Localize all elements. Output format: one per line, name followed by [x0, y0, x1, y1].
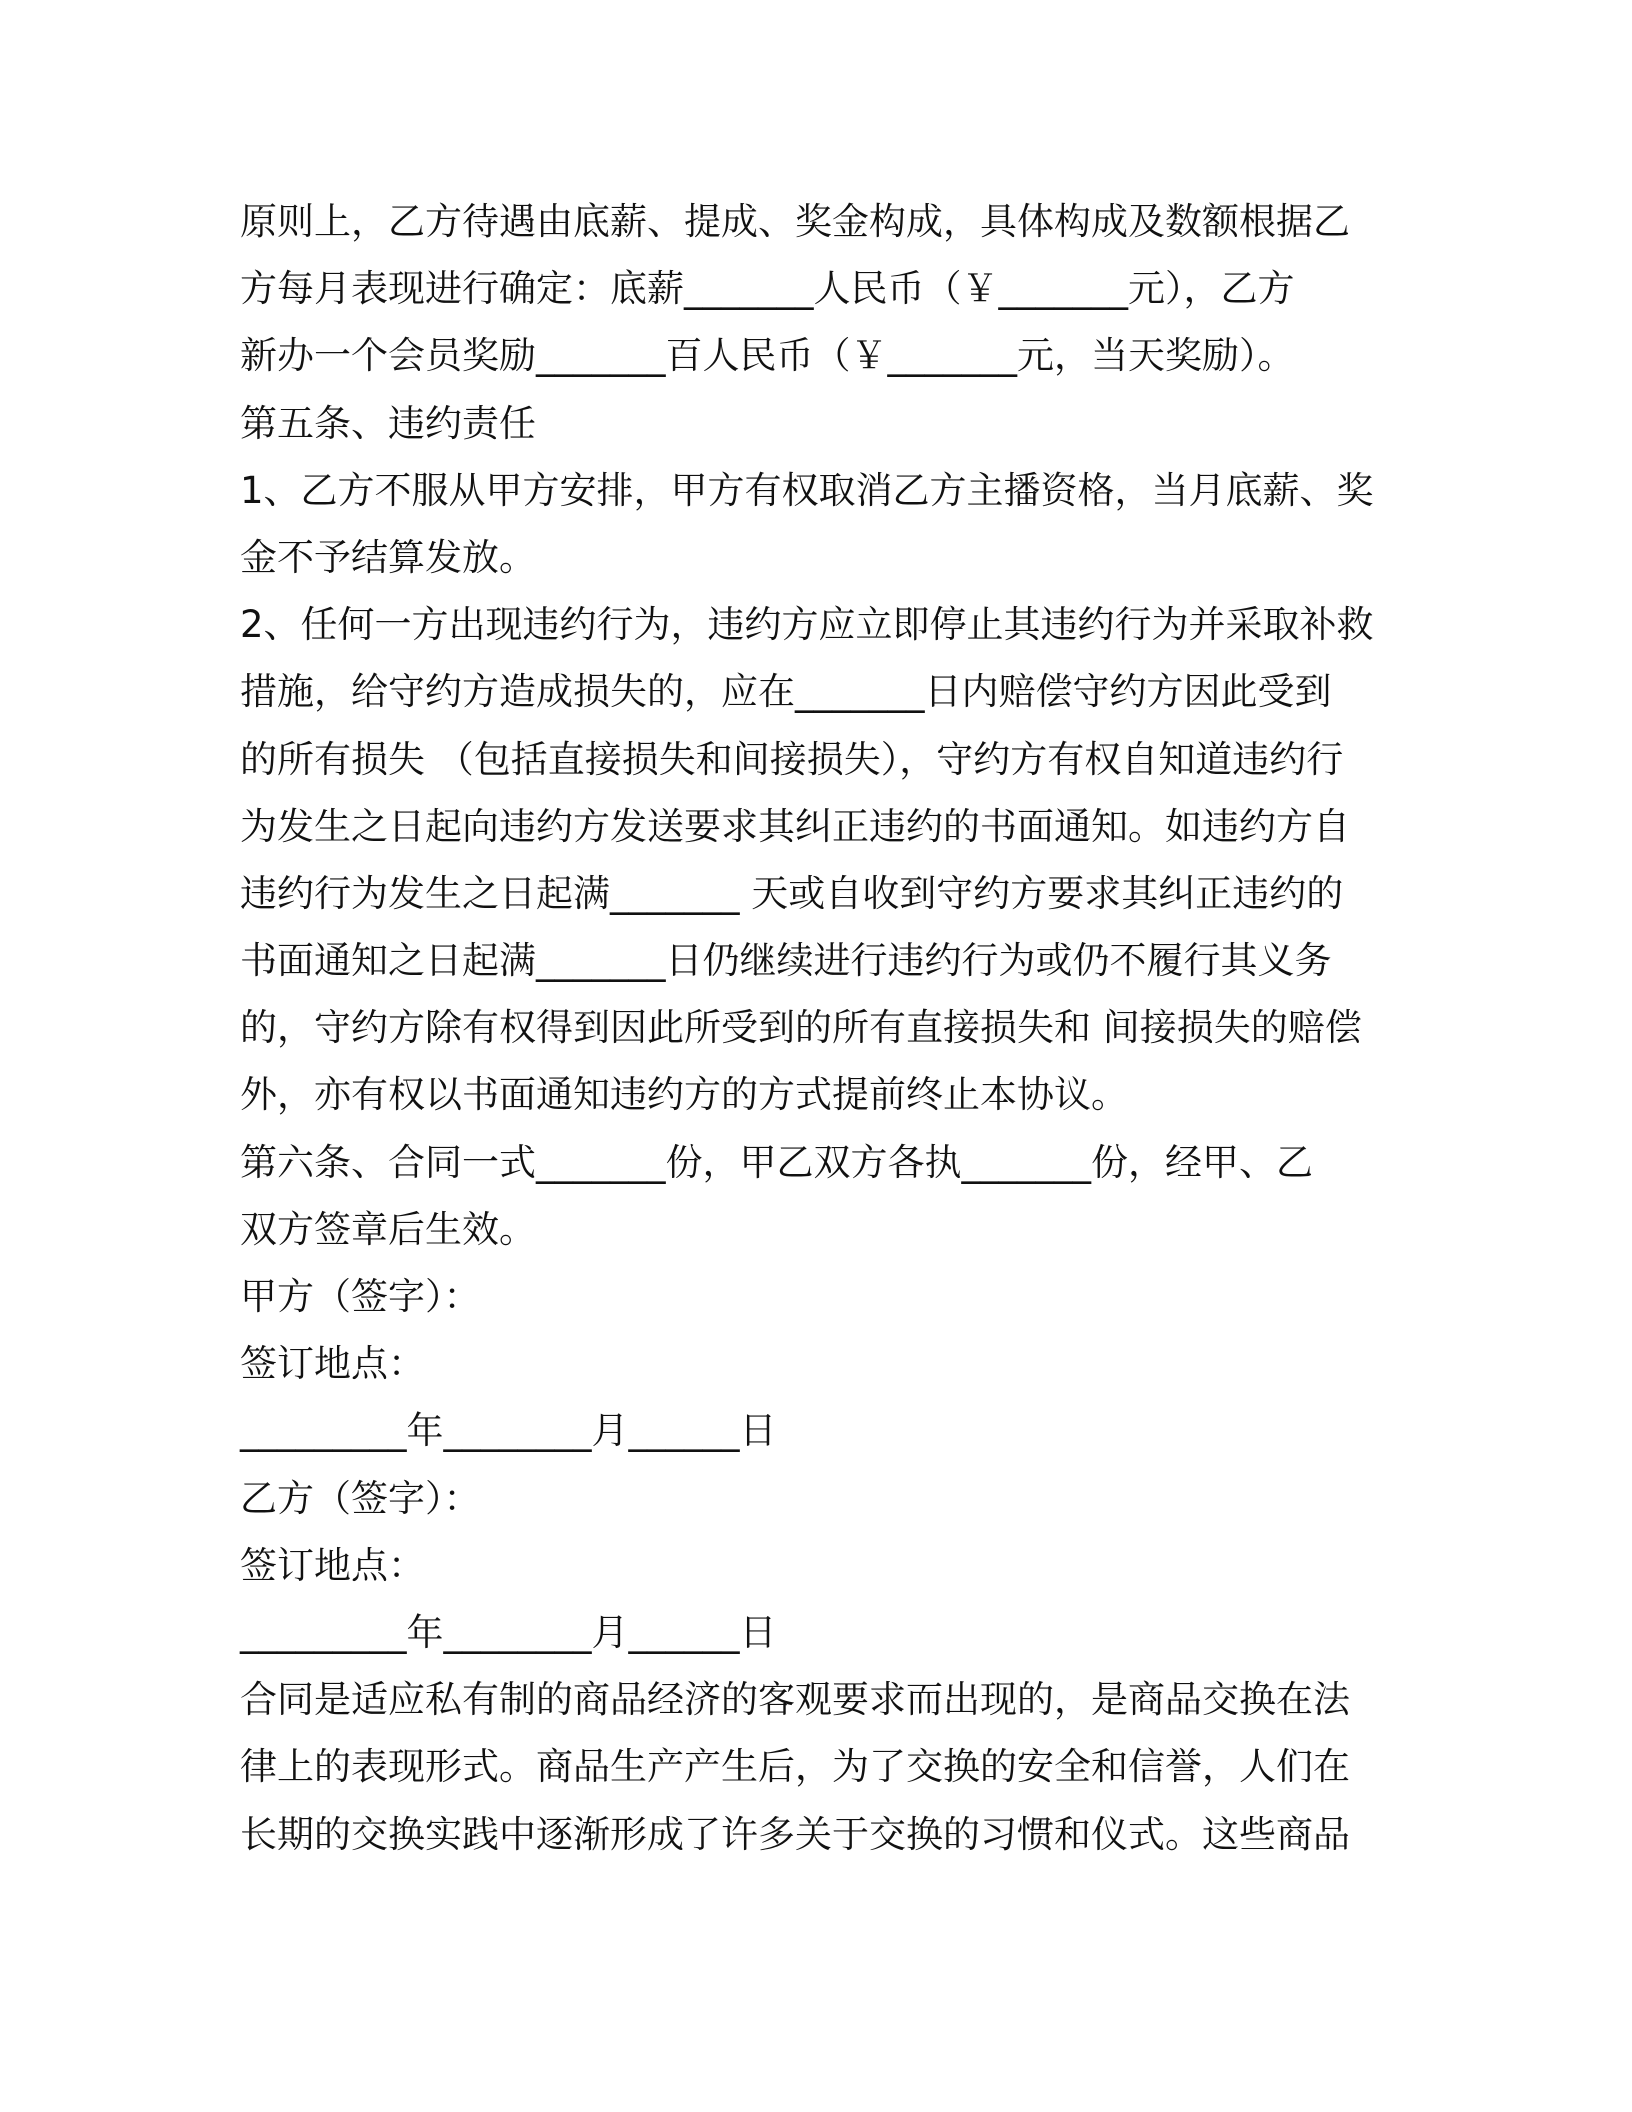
- text-line: 1、乙方不服从甲方安排，甲方有权取消乙方主播资格，当月底薪、奖: [240, 468, 1374, 512]
- party-b-signature-label: 乙方（签字）：: [240, 1476, 481, 1520]
- text-line: 新办一个会员奖励_______百人民币（￥_______元，当天奖励）。: [240, 334, 1295, 378]
- text-line: 的所有损失 （包括直接损失和间接损失），守约方有权自知道违约行: [240, 737, 1344, 781]
- party-b-location-label: 签订地点：: [240, 1543, 425, 1587]
- text-line: 合同是适应私有制的商品经济的客观要求而出现的，是商品交换在法: [240, 1678, 1350, 1722]
- party-a-location-label: 签订地点：: [240, 1342, 425, 1386]
- text-line: 金不予结算发放。: [240, 535, 536, 579]
- text-line: 方每月表现进行确定：底薪_______人民币（￥_______元），乙方: [240, 267, 1295, 311]
- text-line: 措施，给守约方造成损失的，应在_______日内赔偿守约方因此受到: [240, 670, 1332, 714]
- document-body: [240, 188, 1400, 1868]
- text-line: 原则上，乙方待遇由底薪、提成、奖金构成，具体构成及数额根据乙: [240, 200, 1350, 243]
- text-line: 违约行为发生之日起满_______ 天或自收到守约方要求其纠正违约的: [240, 871, 1344, 915]
- text-line: 书面通知之日起满_______日仍继续进行违约行为或仍不履行其义务: [240, 939, 1332, 983]
- text-line: 外，亦有权以书面通知违约方的方式提前终止本协议。: [240, 1073, 1128, 1117]
- text-line: 律上的表现形式。商品生产产生后，为了交换的安全和信誉，人们在: [240, 1745, 1350, 1789]
- party-a-date-line: _________年________月______日: [240, 1409, 777, 1453]
- party-b-date-line: _________年________月______日: [240, 1610, 777, 1654]
- text-line: 2、任何一方出现违约行为，违约方应立即停止其违约行为并采取补救: [240, 603, 1374, 647]
- section-heading: 第五条、违约责任: [240, 401, 536, 445]
- party-a-signature-label: 甲方（签字）：: [240, 1275, 481, 1318]
- text-line: 双方签章后生效。: [240, 1207, 536, 1251]
- text-line: 长期的交换实践中逐渐形成了许多关于交换的习惯和仪式。这些商品: [240, 1812, 1350, 1856]
- section-heading: 第六条、合同一式_______份，甲乙双方各执_______份，经甲、乙: [240, 1140, 1313, 1184]
- text-line: 为发生之日起向违约方发送要求其纠正违约的书面通知。如违约方自: [240, 804, 1350, 848]
- text-line: 的，守约方除有权得到因此所受到的所有直接损失和 间接损失的赔偿: [240, 1006, 1362, 1050]
